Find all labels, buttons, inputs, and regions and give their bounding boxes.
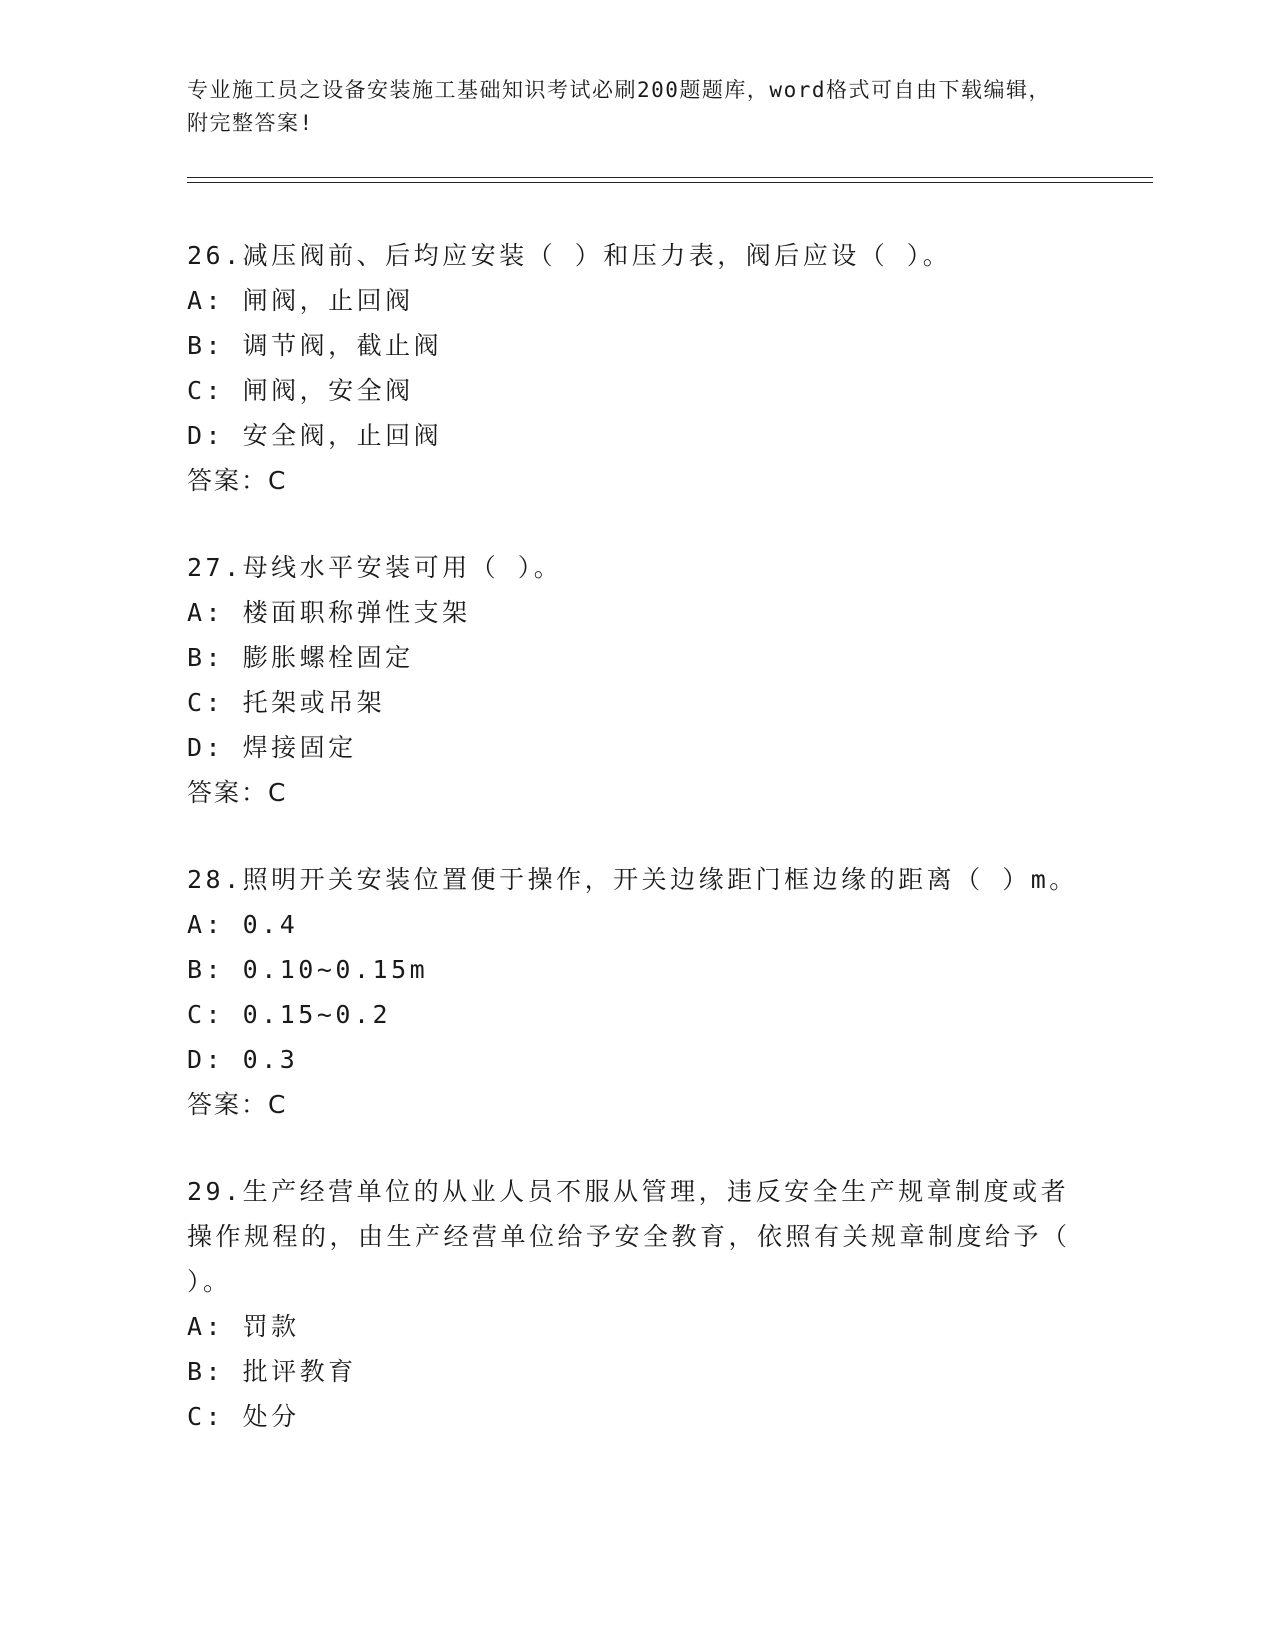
option-b: B: 0.10~0.15m — [187, 955, 429, 984]
header-divider-top — [187, 177, 1153, 178]
question-stem: 26.减压阀前、后均应安装（ ）和压力表，阀后应设（ ）。 — [187, 241, 952, 270]
answer-line: 答案：C — [187, 466, 288, 495]
question-stem: 29.生产经营单位的从业人员不服从管理，违反安全生产规章制度或者操作规程的，由生产经营单位给予安全教育，依照有关规章制度给予（ ）。 — [187, 1177, 1071, 1296]
question-stem: 27.母线水平安装可用（ ）。 — [187, 553, 563, 582]
option-c: C: 0.15~0.2 — [187, 1000, 392, 1029]
question-29 — [187, 1169, 1087, 1439]
answer-line: 答案：C — [187, 1090, 288, 1119]
option-b: B: 调节阀，截止阀 — [187, 331, 443, 360]
option-d: D: 焊接固定 — [187, 733, 357, 762]
answer-line: 答案：C — [187, 778, 288, 807]
option-b: B: 膨胀螺栓固定 — [187, 643, 414, 672]
option-d: D: 0.3 — [187, 1045, 299, 1074]
question-list — [187, 233, 1087, 1481]
question-27 — [187, 545, 1087, 815]
option-c: C: 托架或吊架 — [187, 688, 386, 717]
option-d: D: 安全阀，止回阀 — [187, 421, 443, 450]
option-a: A: 闸阀，止回阀 — [187, 286, 414, 315]
header-divider-bottom — [187, 182, 1153, 183]
option-a: A: 楼面职称弹性支架 — [187, 598, 471, 627]
question-stem: 28.照明开关安装位置便于操作，开关边缘距门框边缘的距离（ ）m。 — [187, 865, 1078, 894]
option-a: A: 罚款 — [187, 1312, 300, 1341]
option-b: B: 批评教育 — [187, 1357, 357, 1386]
question-26 — [187, 233, 1087, 503]
option-c: C: 处分 — [187, 1402, 300, 1431]
option-c: C: 闸阀，安全阀 — [187, 376, 414, 405]
question-28 — [187, 857, 1087, 1127]
option-a: A: 0.4 — [187, 910, 299, 939]
document-header: 专业施工员之设备安装施工基础知识考试必刷200题题库，word格式可自由下载编辑，附完整答案! — [187, 78, 1051, 135]
